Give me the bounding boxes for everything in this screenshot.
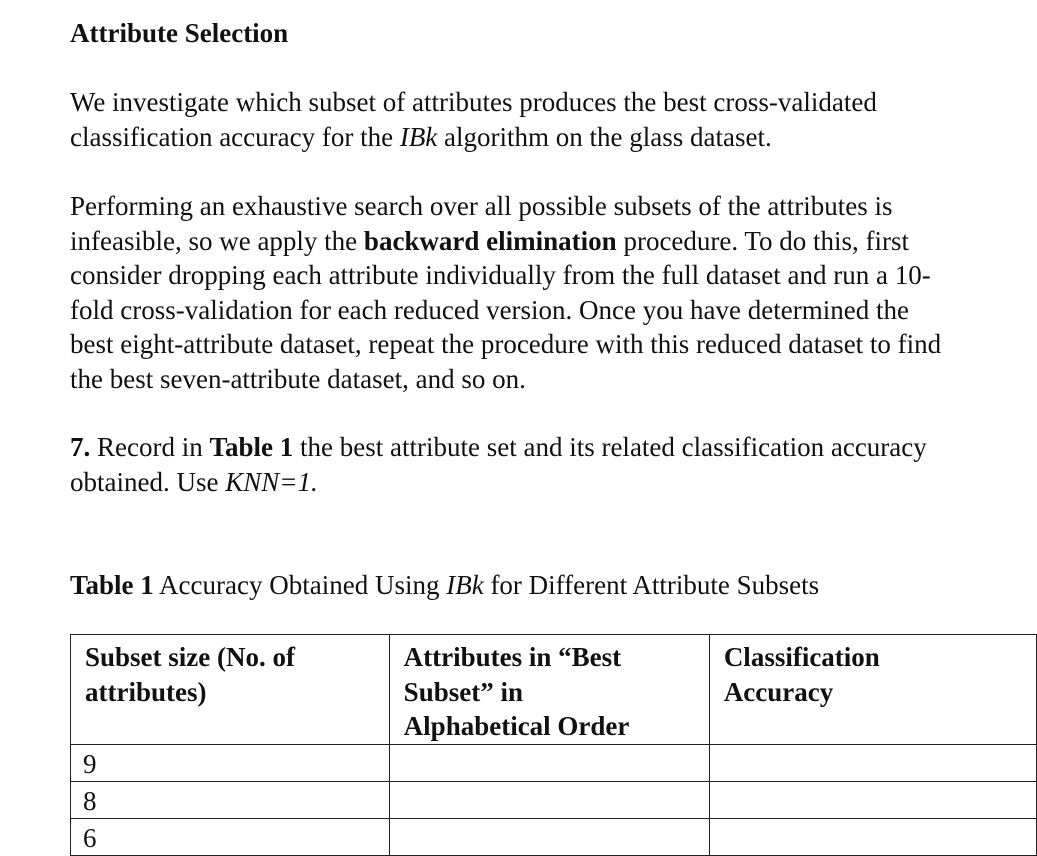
intro-text: algorithm on the glass dataset.	[437, 121, 772, 152]
header-text: Attributes in “Best	[403, 642, 622, 672]
caption-text: Accuracy Obtained Using	[153, 570, 447, 600]
procedure-line-4: fold cross-validation for each reduced version. Once you have determined the	[70, 294, 909, 325]
header-text: attributes)	[85, 676, 207, 707]
table-reference: Table 1	[209, 432, 294, 462]
table-caption	[70, 568, 819, 602]
question-text: Record in	[90, 432, 210, 462]
question-number: 7.	[70, 432, 91, 462]
table-row	[71, 744, 1037, 781]
procedure-line-3: consider dropping each attribute individually from the full dataset and run a 10-	[70, 260, 931, 290]
header-accuracy	[709, 635, 1036, 745]
section-heading: Attribute Selection	[70, 18, 289, 48]
intro-line-1: We investigate which subset of attributes produces the best cross-validated	[70, 87, 877, 117]
cell-accuracy[interactable]	[709, 781, 1036, 818]
intro-text: classification accuracy for the	[70, 121, 400, 152]
cell-subset-size: 8	[71, 781, 390, 818]
cell-subset-size: 9	[71, 744, 390, 781]
document-page	[70, 0, 1037, 853]
cell-subset-size: 6	[71, 818, 390, 855]
cell-attributes[interactable]	[389, 818, 709, 855]
procedure-line-6: the best seven-attribute dataset, and so on.	[70, 363, 526, 394]
header-text: Subset” in	[403, 676, 523, 707]
algorithm-name: IBk	[399, 121, 438, 152]
header-text: Subset size (No. of	[85, 642, 295, 672]
knn-setting: KNN=1.	[225, 466, 318, 497]
question-text: the best attribute set and its related classification accuracy	[293, 432, 927, 462]
intro-paragraph	[70, 85, 1037, 154]
header-text: Alphabetical Order	[403, 711, 630, 741]
procedure-text: infeasible, so we apply the	[70, 225, 364, 256]
header-text: Classification	[723, 642, 880, 672]
cell-attributes[interactable]	[389, 744, 709, 781]
caption-text: for Different Attribute Subsets	[483, 570, 820, 600]
question-paragraph	[70, 430, 1037, 499]
table-row	[71, 818, 1037, 855]
table-header-row	[71, 635, 1037, 745]
question-text: obtained. Use	[70, 466, 226, 497]
caption-label: Table 1	[70, 570, 154, 600]
procedure-name: backward elimination	[363, 225, 617, 256]
procedure-line-5: best eight-attribute dataset, repeat the procedure with this reduced dataset to find	[70, 329, 942, 359]
cell-accuracy[interactable]	[709, 744, 1036, 781]
header-subset-size	[71, 635, 390, 745]
cell-accuracy[interactable]	[709, 818, 1036, 855]
cell-attributes[interactable]	[389, 781, 709, 818]
table-row	[71, 781, 1037, 818]
procedure-line-2	[70, 224, 1037, 259]
header-text: Accuracy	[723, 676, 834, 707]
caption-algorithm: IBk	[446, 570, 484, 600]
procedure-paragraph	[70, 189, 1037, 396]
intro-line-2	[70, 120, 1037, 155]
procedure-line-1: Performing an exhaustive search over all possible subsets of the attributes is	[70, 191, 893, 221]
question-line-1	[70, 430, 1037, 465]
procedure-text: procedure. To do this, first	[616, 225, 910, 256]
question-line-2	[70, 465, 1037, 500]
accuracy-table	[70, 634, 1037, 856]
header-attributes	[389, 635, 709, 745]
